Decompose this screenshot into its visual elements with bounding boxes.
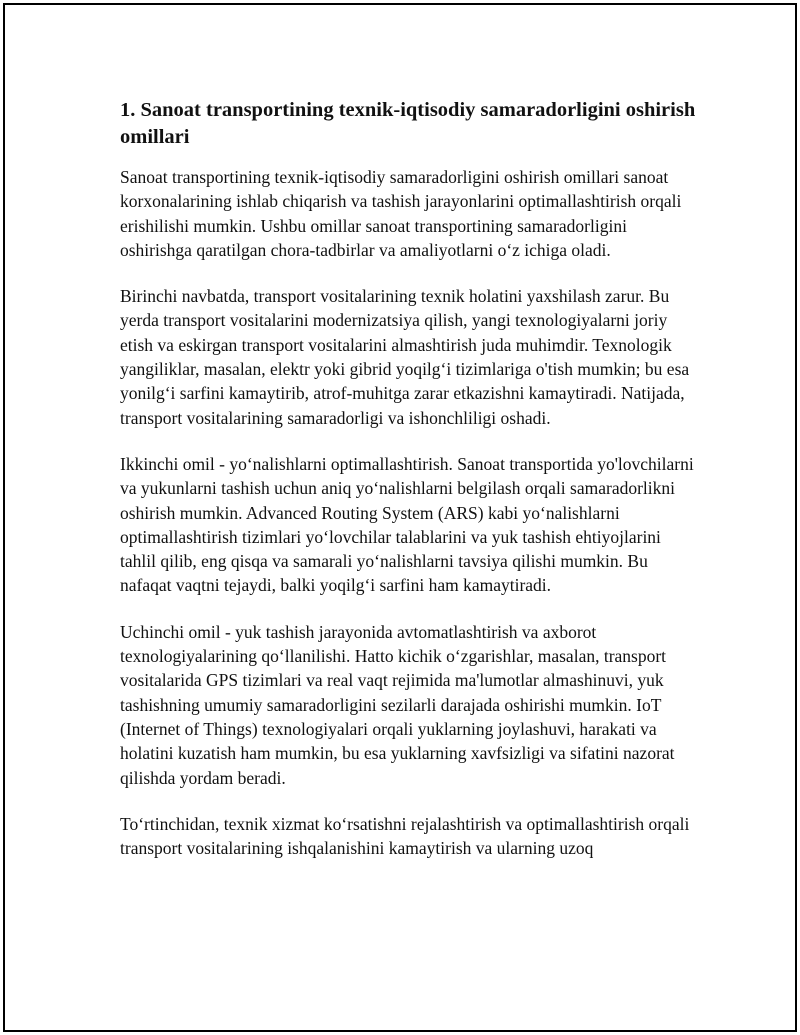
paragraph-intro: Sanoat transportining texnik-iqtisodiy samaradorligini oshirish omillari sanoat korxonalarining ishlab chiqarish va tashish jarayonlarini optimallashtirish orqali erishilishi mumkin. Ushbu omillar sanoat transportining samaradorligini oshirishga qaratilgan chora-tadbirlar va amaliyotlarni o‘z ichiga oladi. <box>120 167 682 260</box>
paragraph-third-factor: Uchinchi omil - yuk tashish jarayonida avtomatlashtirish va axborot texnologiyalarining qo‘llanilishi. Hatto kichik o‘zgarishlar, masalan, transport vositalarida GPS tizimlari va real vaqt rejimida ma'lumotlar almashinuvi, yuk tashishning umumiy samaradorligini sezilarli darajada oshirishi mumkin. IoT (Internet of Things) texnologiyalari orqali yuklarning joylashuvi, harakati va holatini kuzatish ham mumkin, bu esa yuklarning xavfsizligi va sifatini nazorat qilishda yordam beradi. <box>120 621 675 788</box>
document-body <box>120 97 700 882</box>
section-heading: 1. Sanoat transportining texnik-iqtisodiy samaradorligini oshirish omillari <box>120 99 696 148</box>
paragraph-second-factor: Ikkinchi omil - yo‘nalishlarni optimallashtirish. Sanoat transportida yo'lovchilarni va yukunlarni tashish uchun aniq yo‘nalishlarni belgilash orqali samaradorlikni oshirish mumkin. Advanced Routing System (ARS) kabi yo‘nalishlarni optimallashtirish tizimlari yo‘lovchilar talablarini va yuk tashish ehtiyojlarini tahlil qilib, eng qisqa va samarali yo‘nalishlarni tavsiya qilishi mumkin. Bu nafaqat vaqtni tejaydi, balki yoqilg‘i sarfini ham kamaytiradi. <box>120 453 694 596</box>
paragraph-fourth-factor: To‘rtinchidan, texnik xizmat ko‘rsatishni rejalashtirish va optimallashtirish orqali transport vositalarining ishqalanishini kamaytirish va ularning uzoq <box>120 813 690 859</box>
document-page <box>3 3 797 1032</box>
paragraph-first-factor: Birinchi navbatda, transport vositalarining texnik holatini yaxshilash zarur. Bu yerda transport vositalarini modernizatsiya qilish, yangi texnologiyalarni joriy etish va eskirgan transport vositalarini almashtirish juda muhimdir. Texnologik yangiliklar, masalan, elektr yoki gibrid yoqilg‘i tizimlariga o'tish mumkin; bu esa yonilg‘i sarfini kamaytirib, atrof-muhitga zarar etkazishni kamaytiradi. Natijada, transport vositalarining samaradorligi va ishonchliligi oshadi. <box>120 286 690 428</box>
